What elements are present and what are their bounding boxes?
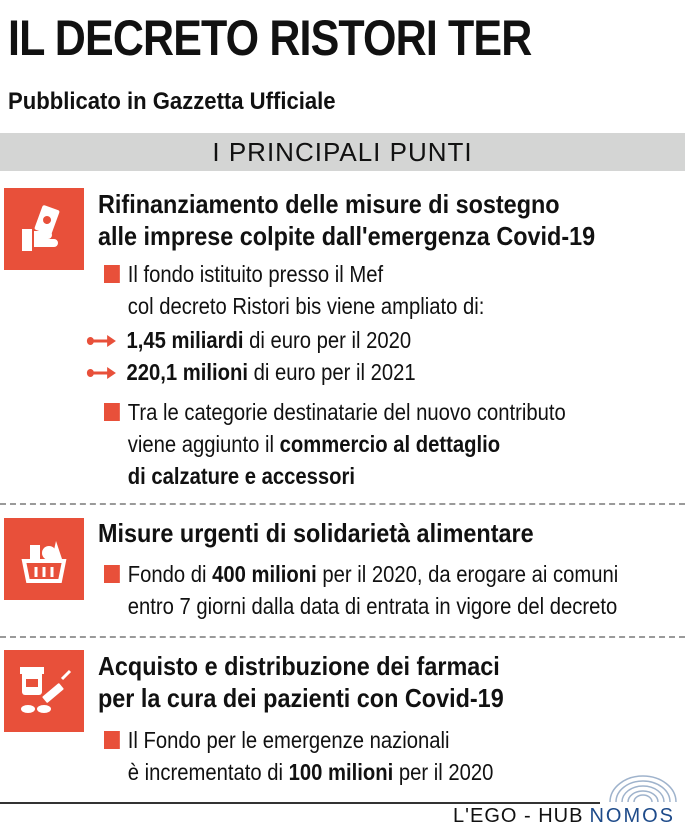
money-hand-icon	[4, 188, 84, 270]
section1-bullet1: Il fondo istituito presso il Mef col decreto Ristori bis viene ampliato di:	[104, 258, 484, 322]
page-subtitle: Pubblicato in Gazzetta Ufficiale	[8, 88, 336, 115]
bullet-square	[104, 565, 120, 583]
section2-heading: Misure urgenti di solidarietà alimentare	[98, 518, 534, 548]
section1-bullet2: Tra le categorie destinatarie del nuovo contributo viene aggiunto il commercio al dettaglio di calzature e accessori	[104, 396, 566, 492]
section-bar	[0, 133, 685, 171]
section1-item2: 220,1 milioni di euro per il 2021	[86, 356, 416, 388]
divider	[0, 503, 685, 505]
nomos-logo-icon	[604, 770, 682, 804]
arrow-icon	[86, 333, 121, 349]
bottom-rule	[0, 802, 600, 804]
medicine-syringe-icon	[4, 650, 84, 732]
section1-heading: Rifinanziamento delle misure di sostegno alle imprese colpite dall'emergenza Covid-19	[98, 189, 596, 251]
brand-text: NOMOS	[589, 805, 675, 827]
bullet-square	[104, 731, 120, 749]
food-basket-icon	[4, 518, 84, 600]
section1-item1: 1,45 miliardi di euro per il 2020	[86, 324, 411, 356]
section3-bullet: Il Fondo per le emergenze nazionali è incrementato di 100 milioni per il 2020	[104, 724, 493, 788]
page-title: IL DECRETO RISTORI TER	[8, 10, 532, 66]
divider	[0, 636, 685, 638]
bullet-square	[104, 403, 120, 421]
footer-credit	[453, 805, 675, 828]
arrow-icon	[86, 365, 121, 381]
bullet-square	[104, 265, 120, 283]
credit-text: L'EGO - HUB	[453, 805, 584, 827]
section-bar-label: I PRINCIPALI PUNTI	[212, 136, 473, 167]
section3-heading: Acquisto e distribuzione dei farmaci per la cura dei pazienti con Covid-19	[98, 651, 504, 713]
section2-bullet: Fondo di 400 milioni per il 2020, da erogare ai comuni entro 7 giorni dalla data di entrata in vigore del decreto	[104, 558, 618, 622]
